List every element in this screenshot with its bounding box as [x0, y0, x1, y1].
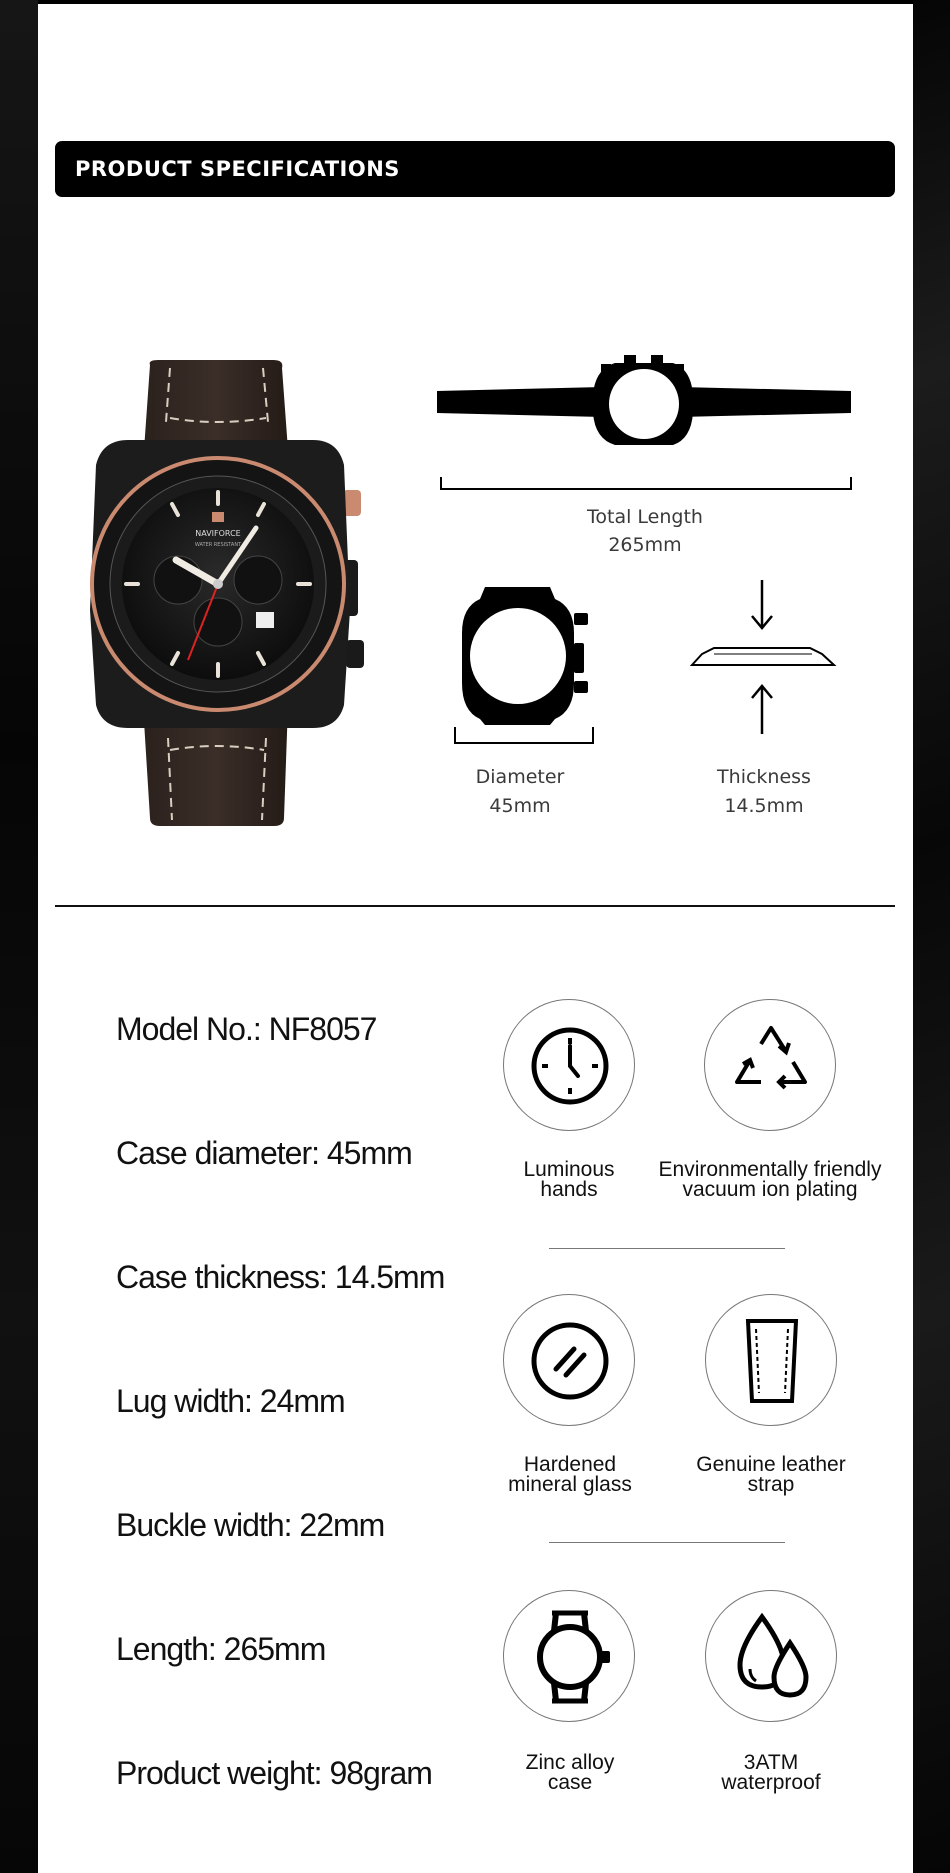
- feature-luminous-hands: [503, 999, 635, 1131]
- spec-length: Length: 265mm: [116, 1631, 326, 1667]
- section-title: PRODUCT SPECIFICATIONS: [75, 157, 400, 181]
- feature-waterproof-label-2: waterproof: [721, 1771, 821, 1794]
- feature-eco-plating: [704, 999, 836, 1131]
- total-length-label: Total Length: [587, 506, 703, 528]
- leather-strap-icon: [706, 1295, 838, 1427]
- diameter-value: 45mm: [489, 795, 551, 817]
- thickness-label: Thickness: [717, 766, 811, 788]
- feature-row-divider-2: [549, 1542, 785, 1543]
- diameter-label: Diameter: [475, 766, 565, 788]
- feature-zinc-label-2: case: [547, 1771, 593, 1794]
- feature-luminous-label-2: hands: [540, 1178, 598, 1201]
- spec-model: Model No.: NF8057: [116, 1011, 377, 1047]
- watch-product-image: [88, 360, 378, 830]
- watch-case-icon: [504, 1591, 636, 1723]
- diameter-diagram: [450, 583, 600, 745]
- background-left: [0, 0, 38, 1873]
- feature-mineral-glass: [503, 1294, 635, 1426]
- brand-name: NAVIFORCE: [195, 529, 241, 538]
- thickness-diagram: [688, 578, 838, 738]
- spec-case-thickness: Case thickness: 14.5mm: [116, 1259, 445, 1295]
- feature-leather-label-1: Genuine leather: [696, 1453, 846, 1476]
- spec-lug-width: Lug width: 24mm: [116, 1383, 345, 1419]
- spec-weight: Product weight: 98gram: [116, 1755, 432, 1791]
- feature-eco-label-2: vacuum ion plating: [682, 1178, 858, 1201]
- thickness-value: 14.5mm: [724, 795, 804, 817]
- recycle-icon: [705, 1000, 837, 1132]
- feature-glass-label-1: Hardened: [523, 1453, 617, 1476]
- feature-eco-label-1: Environmentally friendly: [658, 1158, 882, 1181]
- water-drops-icon: [706, 1591, 838, 1723]
- clock-icon: [504, 1000, 636, 1132]
- feature-zinc-case: [503, 1590, 635, 1722]
- spec-buckle-width: Buckle width: 22mm: [116, 1507, 385, 1543]
- feature-zinc-label-1: Zinc alloy: [525, 1751, 615, 1774]
- total-length-diagram: [433, 355, 853, 495]
- feature-leather-label-2: strap: [747, 1473, 795, 1496]
- feature-glass-label-2: mineral glass: [508, 1473, 632, 1496]
- feature-row-divider: [549, 1248, 785, 1249]
- section-header: [55, 141, 895, 197]
- spec-case-diameter: Case diameter: 45mm: [116, 1135, 412, 1171]
- glass-icon: [504, 1295, 636, 1427]
- section-divider: [55, 905, 895, 907]
- background-right: [913, 0, 950, 1873]
- feature-waterproof-label-1: 3ATM: [743, 1751, 799, 1774]
- total-length-value: 265mm: [608, 534, 682, 556]
- feature-waterproof: [705, 1590, 837, 1722]
- feature-luminous-label-1: Luminous: [523, 1158, 615, 1181]
- brand-subtitle: WATER RESISTANT: [194, 542, 242, 548]
- feature-leather-strap: [705, 1294, 837, 1426]
